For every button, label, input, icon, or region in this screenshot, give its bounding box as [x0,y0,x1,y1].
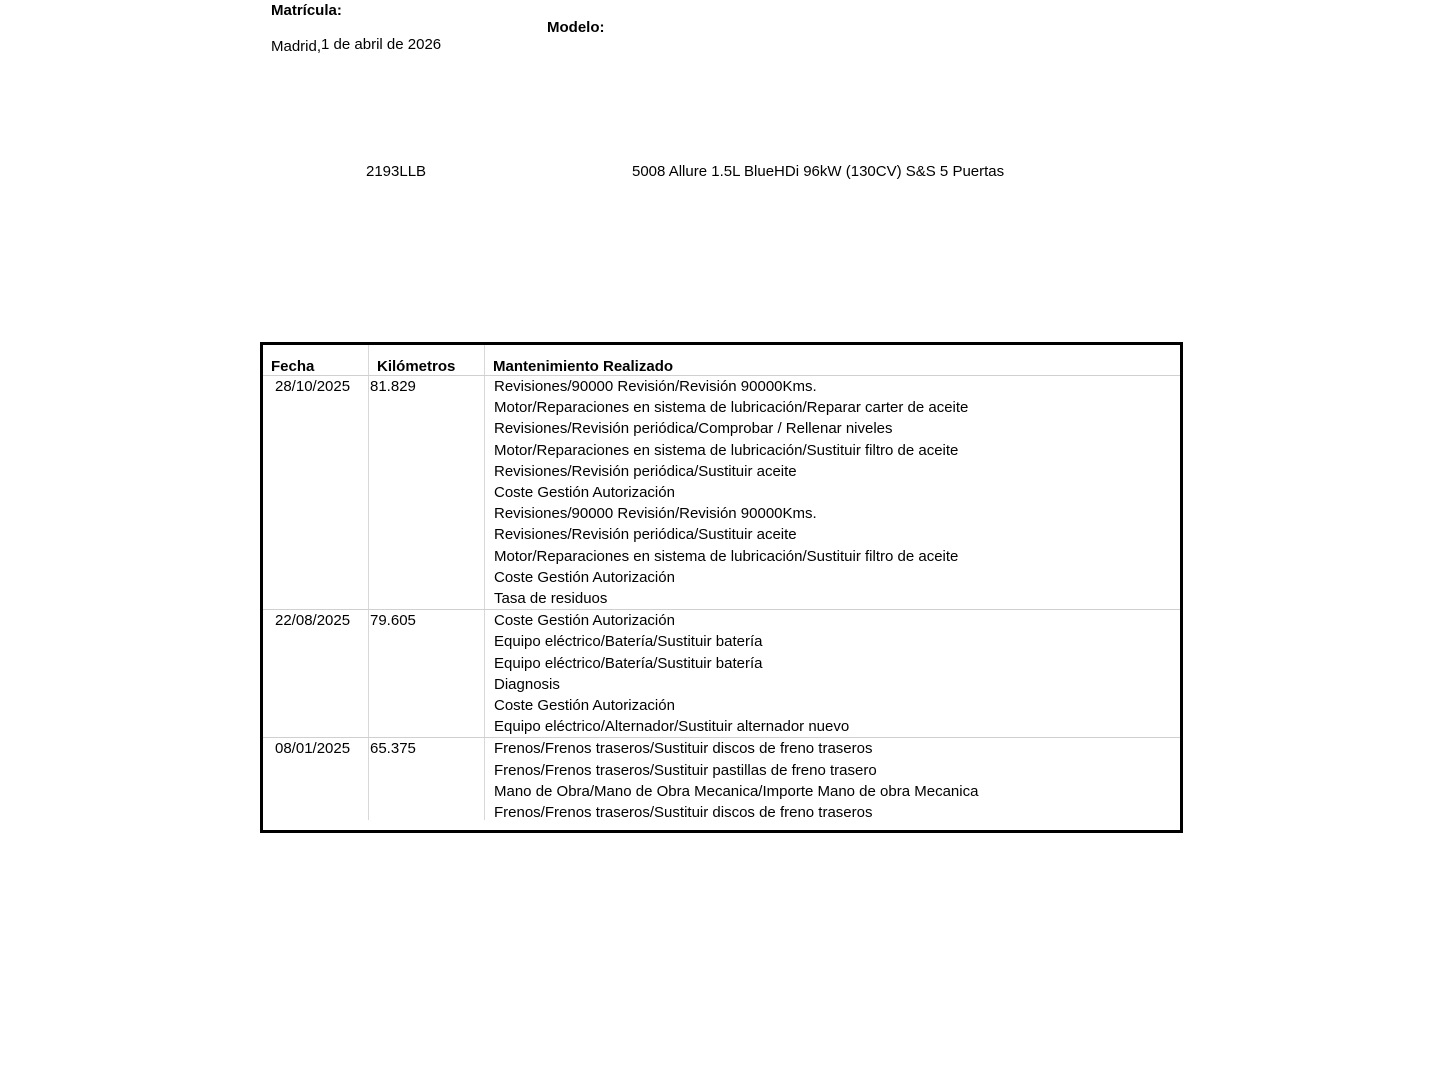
maintenance-item: Motor/Reparaciones en sistema de lubricación/Reparar carter de aceite [494,399,969,417]
row-kilometers: 65.375 [370,740,416,758]
city: Madrid, [271,38,322,55]
plate-label: Matrícula: [271,2,342,19]
maintenance-item: Frenos/Frenos traseros/Sustituir pastillas de freno trasero [494,761,877,779]
model-label: Modelo: [547,19,605,36]
column-header-maintenance: Mantenimiento Realizado [493,358,674,375]
model-value: 5008 Allure 1.5L BlueHDi 96kW (130CV) S&S 5 Puertas [632,163,1005,180]
maintenance-item: Frenos/Frenos traseros/Sustituir discos de freno traseros [494,740,873,758]
maintenance-item: Tasa de residuos [494,589,608,607]
column-header-date: Fecha [271,358,315,375]
column-divider [484,345,485,820]
document-date: 1 de abril de 2026 [321,36,442,53]
column-divider [368,345,369,820]
row-kilometers: 81.829 [370,378,416,395]
maintenance-item: Revisiones/Revisión periódica/Sustituir aceite [494,526,797,544]
row-date: 08/01/2025 [275,740,351,758]
maintenance-item: Equipo eléctrico/Batería/Sustituir batería [494,633,763,651]
maintenance-item: Coste Gestión Autorización [494,696,675,714]
maintenance-item: Diagnosis [494,675,560,693]
row-maintenance-list [494,376,968,609]
maintenance-item: Frenos/Frenos traseros/Sustituir discos de freno traseros [494,803,873,821]
row-maintenance-list [494,738,978,823]
maintenance-history-table [260,342,1183,833]
maintenance-item: Equipo eléctrico/Batería/Sustituir batería [494,654,763,672]
maintenance-item: Mano de Obra/Mano de Obra Mecanica/Importe Mano de obra Mecanica [494,782,979,800]
maintenance-item: Motor/Reparaciones en sistema de lubricación/Sustituir filtro de aceite [494,441,959,459]
row-date: 22/08/2025 [275,612,351,630]
maintenance-item: Motor/Reparaciones en sistema de lubricación/Sustituir filtro de aceite [494,547,959,565]
maintenance-item: Coste Gestión Autorización [494,483,675,501]
place-date [271,36,441,53]
maintenance-item: Revisiones/Revisión periódica/Comprobar / Rellenar niveles [494,420,893,438]
maintenance-item: Coste Gestión Autorización [494,568,675,586]
maintenance-item: Revisiones/Revisión periódica/Sustituir aceite [494,462,797,480]
maintenance-item: Revisiones/90000 Revisión/Revisión 90000Kms. [494,378,817,395]
maintenance-item: Equipo eléctrico/Alternador/Sustituir alternador nuevo [494,718,850,736]
row-kilometers: 79.605 [370,612,416,630]
row-date: 28/10/2025 [275,378,351,395]
row-maintenance-list [494,610,849,737]
maintenance-item: Revisiones/90000 Revisión/Revisión 90000Kms. [494,505,817,523]
maintenance-item: Coste Gestión Autorización [494,612,675,630]
plate-value: 2193LLB [366,163,427,180]
column-header-km: Kilómetros [377,358,456,375]
